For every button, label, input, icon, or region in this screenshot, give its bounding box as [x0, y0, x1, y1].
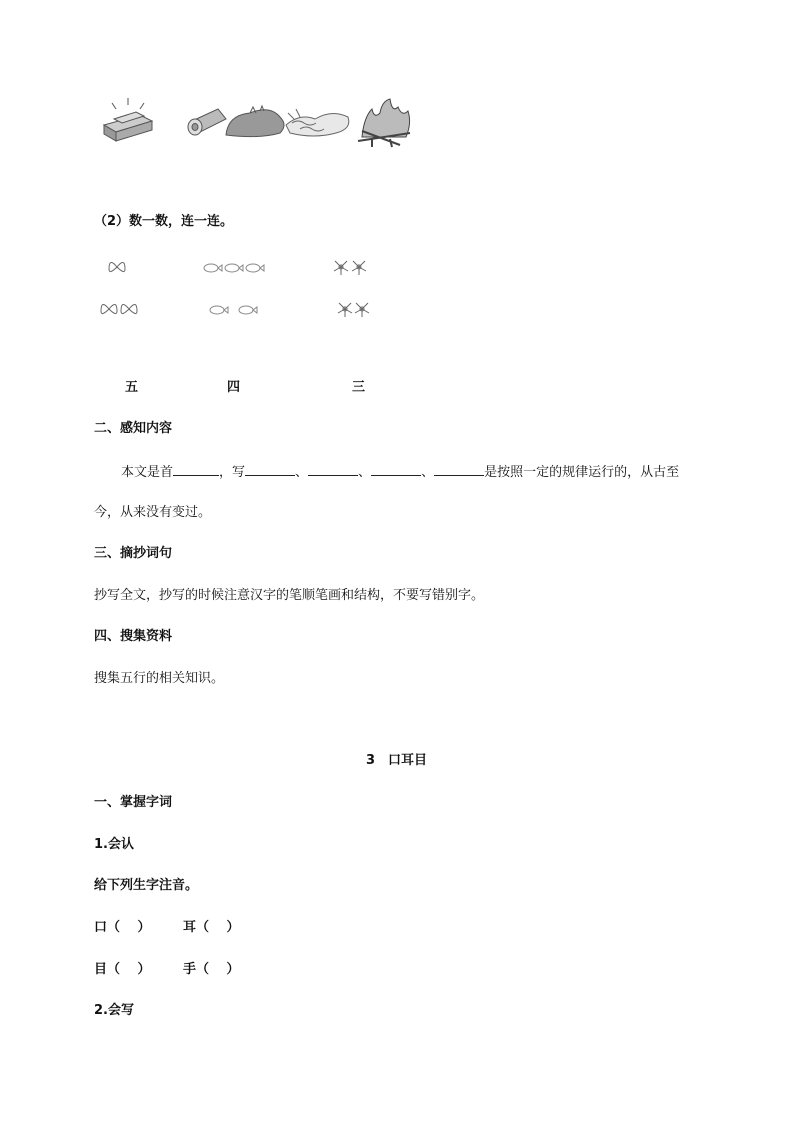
fish-icon [210, 306, 257, 314]
number-four: 四 [227, 380, 241, 395]
water-icon [286, 109, 349, 136]
blank-1[interactable] [173, 463, 219, 476]
separator-1: 、 [295, 465, 309, 480]
count-row-2 [96, 297, 386, 321]
blank-5[interactable] [434, 463, 484, 476]
section-2-heading: 二、感知内容 [94, 421, 173, 436]
section-2-paragraph-line-2: 今，从来没有变过。 [94, 505, 212, 520]
number-five: 五 [125, 380, 139, 395]
question-2-label: （2）数一数，连一连。 [94, 214, 234, 229]
earth-mound-icon [226, 106, 284, 137]
butterfly-icon [101, 304, 137, 313]
flower-icon [334, 261, 366, 275]
section-3-text: 抄写全文，抄写的时候注意汉字的笔顺笔画和结构，不要写错别字。 [94, 588, 485, 603]
flower-icon [338, 303, 369, 317]
butterfly-icon [109, 262, 125, 271]
section-2-paragraph-line-1 [121, 463, 679, 481]
p1-write: ，写 [219, 465, 246, 480]
char-mu-pinyin[interactable]: 目（ ） [94, 962, 151, 977]
char-er-pinyin[interactable]: 耳（ ） [183, 920, 240, 935]
instruction: 给下列生字注音。 [94, 878, 199, 893]
sub-1-label: 1.会认 [94, 837, 134, 852]
blank-2[interactable] [245, 463, 295, 476]
number-three: 三 [352, 380, 366, 395]
p1-end: 是按照一定的规律运行的，从古至 [484, 465, 680, 480]
fire-icon [358, 99, 410, 147]
lesson-title: 3 口耳目 [366, 753, 428, 768]
separator-3: 、 [421, 465, 435, 480]
fish-icon [204, 264, 264, 272]
count-row-1 [105, 255, 385, 279]
blank-4[interactable] [371, 463, 421, 476]
p1-start: 本文是首 [121, 465, 174, 480]
char-shou-pinyin[interactable]: 手（ ） [183, 962, 240, 977]
gold-bars-icon [104, 98, 152, 141]
wood-log-icon [188, 109, 226, 135]
blank-3[interactable] [308, 463, 358, 476]
section-3-heading: 三、摘抄词句 [94, 546, 173, 561]
separator-2: 、 [358, 465, 372, 480]
char-kou-pinyin[interactable]: 口（ ） [94, 920, 151, 935]
section-4-heading: 四、搜集资料 [94, 629, 173, 644]
sub-2-label: 2.会写 [94, 1003, 134, 1018]
section-4-text: 搜集五行的相关知识。 [94, 671, 225, 686]
part-1-heading: 一、掌握字词 [94, 795, 173, 810]
element-pictures [100, 95, 420, 150]
